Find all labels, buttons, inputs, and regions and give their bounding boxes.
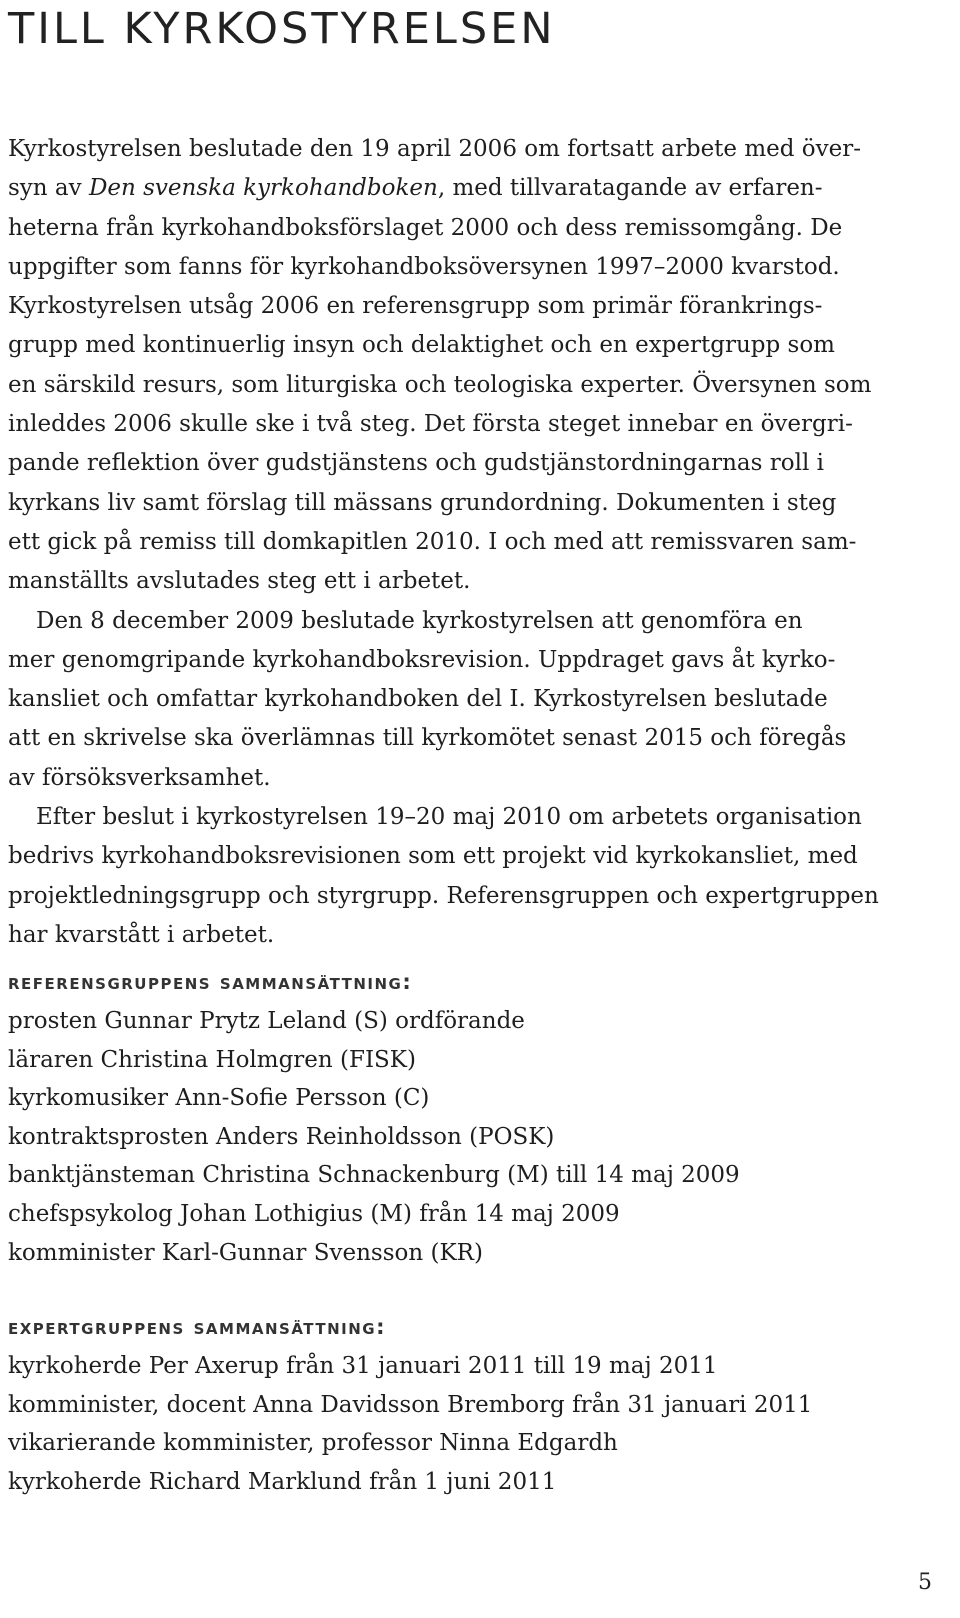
text-fragment: syn av	[8, 175, 89, 202]
text-line: mer genomgripande kyrkohandboksrevision. Uppdraget gavs åt kyrko-	[8, 646, 836, 673]
text-line: Den 8 december 2009 beslutade kyrkostyrelsen att genomföra en	[36, 607, 803, 634]
body-text	[8, 130, 888, 955]
text-line: Kyrkostyrelsen beslutade den 19 april 2006 om fortsatt arbete med över-	[8, 136, 862, 162]
text-fragment: , med tillvaratagande av erfaren-	[437, 175, 823, 202]
list-item: banktjänsteman Christina Schnackenburg (M) till 14 maj 2009	[8, 1162, 740, 1189]
expert-group-section	[8, 1313, 908, 1501]
text-line: Kyrkostyrelsen utsåg 2006 en referensgrupp som primär förankrings-	[8, 293, 823, 320]
text-line: grupp med kontinuerlig insyn och delaktighet och en expertgrupp som	[8, 332, 835, 359]
list-item: vikarierande komminister, professor Ninna Edgardh	[8, 1430, 618, 1457]
list-item: kyrkoherde Richard Marklund från 1 juni 2011	[8, 1468, 557, 1495]
reference-group-list	[8, 1002, 908, 1272]
list-item: komminister, docent Anna Davidsson Bremborg från 31 januari 2011	[8, 1391, 813, 1418]
text-line	[8, 169, 888, 208]
list-item: kyrkomusiker Ann-Sofie Persson (C)	[8, 1085, 430, 1112]
text-line: Efter beslut i kyrkostyrelsen 19–20 maj 2010 om arbetets organisation	[36, 804, 862, 831]
list-item: prosten Gunnar Prytz Leland (S) ordförande	[8, 1008, 525, 1034]
text-line: bedrivs kyrkohandboksrevisionen som ett projekt vid kyrkokansliet, med	[8, 843, 858, 870]
paragraph-3	[8, 798, 888, 955]
book-title: Den svenska kyrkohandboken	[88, 175, 438, 202]
list-item: komminister Karl-Gunnar Svensson (KR)	[8, 1239, 483, 1266]
text-line: inleddes 2006 skulle ske i två steg. Det första steget innebar en övergri-	[8, 411, 853, 438]
paragraph-1	[8, 130, 888, 602]
text-line: pande reflektion över gudstjänstens och gudstjänstordningarnas roll i	[8, 450, 824, 477]
text-line: kansliet och omfattar kyrkohandboken del I. Kyrkostyrelsen beslutade	[8, 686, 828, 713]
list-item: kontraktsprosten Anders Reinholdsson (POSK)	[8, 1123, 555, 1150]
text-line: heterna från kyrkohandboksförslaget 2000 och dess remissomgång. De	[8, 214, 843, 241]
text-line: ett gick på remiss till domkapitlen 2010. I och med att remissvaren sam-	[8, 528, 857, 555]
text-line: projektledningsgrupp och styrgrupp. Referensgruppen och expertgruppen	[8, 882, 879, 909]
reference-group-section	[8, 968, 908, 1272]
list-item: chefspsykolog Johan Lothigius (M) från 14 maj 2009	[8, 1200, 620, 1227]
reference-group-heading: referensgruppens sammansättning:	[8, 970, 413, 994]
text-line: en särskild resurs, som liturgiska och teologiska experter. Översynen som	[8, 371, 872, 398]
text-line: har kvarstått i arbetet.	[8, 921, 275, 948]
page-title: TILL KYRKOSTYRELSEN	[8, 4, 556, 54]
expert-group-list	[8, 1347, 908, 1501]
list-item: kyrkoherde Per Axerup från 31 januari 2011 till 19 maj 2011	[8, 1353, 718, 1379]
page-number: 5	[918, 1570, 932, 1595]
text-line: uppgifter som fanns för kyrkohandboksöversynen 1997–2000 kvarstod.	[8, 253, 840, 280]
text-line: av försöksverksamhet.	[8, 764, 271, 791]
list-item: läraren Christina Holmgren (FISK)	[8, 1046, 416, 1073]
expert-group-heading: expertgruppens sammansättning:	[8, 1315, 386, 1339]
text-line: kyrkans liv samt förslag till mässans grundordning. Dokumenten i steg	[8, 489, 837, 516]
text-line: att en skrivelse ska överlämnas till kyrkomötet senast 2015 och föregås	[8, 725, 847, 752]
text-line: manställts avslutades steg ett i arbetet.	[8, 568, 471, 595]
paragraph-2	[8, 602, 888, 798]
